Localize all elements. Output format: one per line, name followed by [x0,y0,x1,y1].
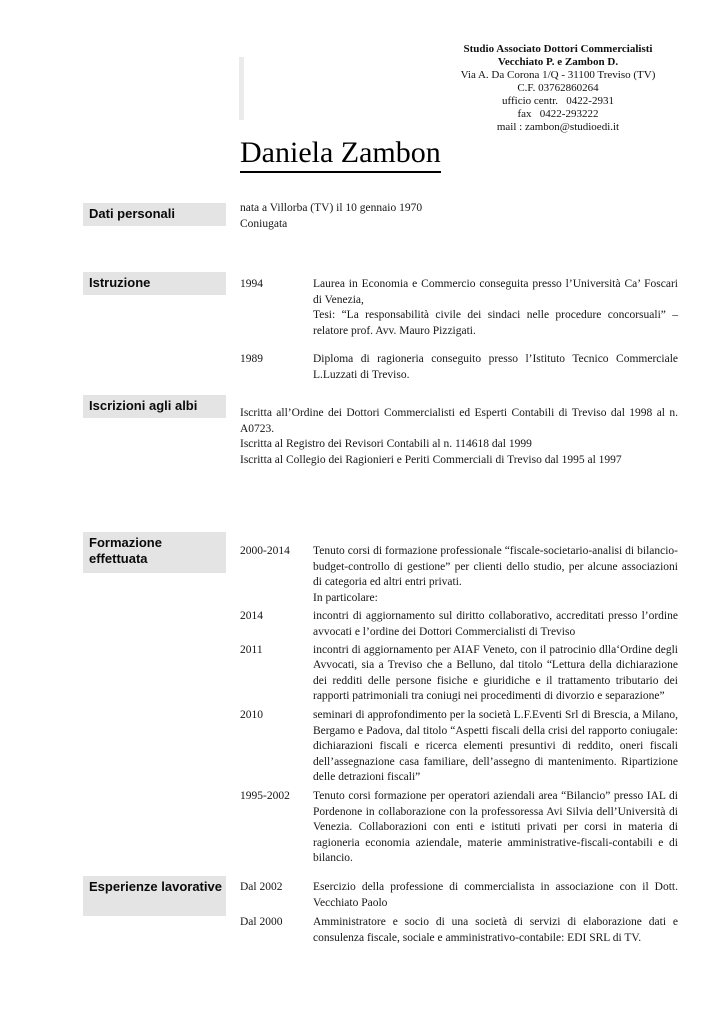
firm-fiscal-code: C.F. 03762860264 [517,82,599,94]
section-formazione-content [240,544,678,867]
entry-date: 1989 [240,353,263,366]
section-iscrizioni-content [240,406,678,468]
entry-text: Esercizio della professione di commercialista in associazione con il Dott. Vecchiato Paolo [313,881,678,909]
firm-fax: fax 0422-293222 [517,108,599,120]
entry-text: incontri di aggiornamento per AIAF Veneto, con il patrocinio dlla‘Ordine degli Avvocati, sia a Treviso che a Belluno, dal titolo “Lettura della dichiarazione dei redditi delle persone fisiche e giuridiche e il trattamento tributario dei rapporti patrimoniali tra coniugi nei procedimenti di divorzio e separazione” [313,643,678,703]
entry-text-secondary: Tesi: “La responsabilità civile dei sindaci nelle procedure concorsuali” – relatore prof. Avv. Mauro Pizzigati. [313,309,678,337]
section-label-iscrizioni-agli-albi: Iscrizioni agli albi [83,395,226,418]
section-label-esperienze-lavorative: Esperienze lavorative [83,876,226,916]
entry-text: Diploma di ragioneria conseguito presso l’Istituto Tecnico Commerciale L.Luzzati di Treviso. [313,353,678,381]
section-dati-personali-content [240,201,678,232]
entry-date: 1994 [240,278,263,290]
firm-email: mail : zambon@studioedi.it [496,121,620,133]
entry-text: Laurea in Economia e Commercio conseguita presso l’Università Ca’ Foscari di Venezia, [313,278,678,306]
logo-placeholder-bar [239,57,244,120]
firm-office-phone: ufficio centr. 0422-2931 [502,95,614,107]
entry-text: Tenuto corsi di formazione professionale “fiscale-societario-analisi di bilancio-budget-controllo di gestione” per clienti dello studio, per alcune associazioni di categoria ed altri entri privati. [313,545,678,589]
timeline-entry [240,352,678,383]
section-label-formazione-effettuata: Formazione effettuata [83,532,226,573]
timeline-entry [240,789,678,867]
timeline-entry [240,277,678,339]
entry-text: Tenuto corsi formazione per operatori aziendali area “Bilancio” presso IAL di Pordenone in collaborazione con la professoressa Avi Silvia dell’Università di Venezia. Collaborazioni con enti e istituti privati per corsi in materia di ragioneria economia aziendale, materie amministrative-fiscali-contabili e di bilancio. [313,789,678,865]
section-istruzione-content [240,277,678,384]
timeline-entry [240,708,678,786]
timeline-entry [240,880,678,911]
entry-date: 2000-2014 [240,545,290,557]
entry-text: incontri di aggiornamento sul diritto collaborativo, accreditati presso l’ordine avvocati e l’ordine dei Dottori Commercialisti di Treviso [313,610,678,638]
entry-text-secondary: In particolare: [313,591,378,604]
marital-status: Coniugata [240,217,288,230]
timeline-entry [240,643,678,705]
timeline-entry [240,544,678,606]
document-title: Daniela Zambon [240,136,441,173]
section-esperienze-content [240,880,678,946]
entry-date: 1995-2002 [240,789,290,802]
firm-partners: Vecchiato P. e Zambon D. [497,56,619,68]
entry-text: seminari di approfondimento per la società L.F.Eventi Srl di Brescia, a Milano, Bergamo e Padova, dal titolo “Aspetti fiscali della crisi del rapporto coniugale: dichiarazioni fiscali e ricerca elementi presuntivi di reddito, oneri fiscali dell’assegnazione casa familiare, dell’assegno di mantenimento. Ripartizione delle detrazioni fiscali” [313,708,678,784]
entry-text: Amministratore e socio di una società di servizi di elaborazione dati e consulenza fiscale, sociale e amministrativo-contabile: EDI SRL di TV. [313,916,678,944]
timeline-entry [240,915,678,946]
section-label-istruzione: Istruzione [83,272,226,295]
entry-date: 2010 [240,708,263,721]
entry-date: Dal 2000 [240,916,283,929]
entry-date: 2011 [240,643,263,656]
entry-date: Dal 2002 [240,881,283,893]
registration-item: Iscritta al Registro dei Revisori Contabili al n. 114618 dal 1999 [240,438,532,451]
firm-name: Studio Associato Dottori Commercialisti [463,43,653,55]
registration-item: Iscritta all’Ordine dei Dottori Commercialisti ed Esperti Contabili di Treviso dal 1998 al n. A0723. [240,407,678,435]
firm-address: Via A. Da Corona 1/Q - 31100 Treviso (TV) [460,69,656,81]
entry-date: 2014 [240,610,263,623]
letterhead [414,43,702,134]
section-label-dati-personali: Dati personali [83,203,226,226]
birth-info: nata a Villorba (TV) il 10 gennaio 1970 [240,202,423,214]
timeline-entry [240,609,678,640]
registration-item: Iscritta al Collegio dei Ragionieri e Periti Commerciali di Treviso dal 1995 al 1997 [240,453,622,466]
